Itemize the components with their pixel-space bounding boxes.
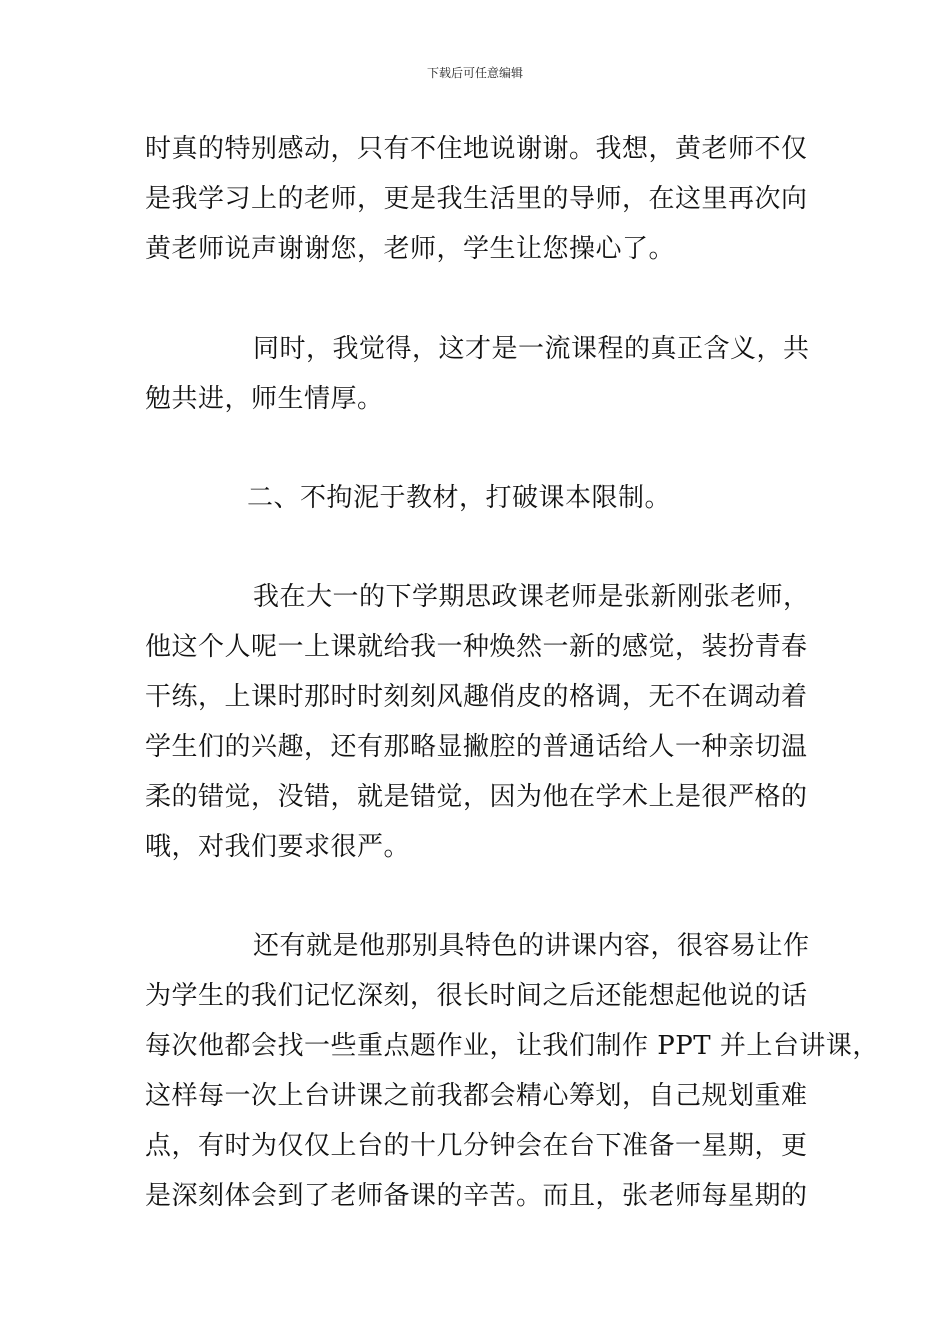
- paragraph-line: 是深刻体会到了老师备课的辛苦。而且，张老师每星期的: [145, 1181, 808, 1211]
- page-header: 下载后可任意编辑: [426, 66, 523, 80]
- paragraph-line: 哦，对我们要求很严。: [145, 832, 411, 862]
- paragraph-line: 学生们的兴趣，还有那略显撇腔的普通话给人一种亲切温: [145, 732, 808, 762]
- paragraph-line: 他这个人呢一上课就给我一种焕然一新的感觉，装扮青春: [145, 632, 808, 662]
- paragraph-line: 同时，我觉得，这才是一流课程的真正含义，共: [253, 334, 810, 364]
- paragraph-line: 黄老师说声谢谢您，老师，学生让您操心了。: [145, 234, 676, 264]
- paragraph-line: 是我学习上的老师，更是我生活里的导师，在这里再次向: [145, 184, 808, 214]
- paragraph-line: 每次他都会找一些重点题作业，让我们制作 PPT 并上台讲课，: [145, 1031, 879, 1061]
- paragraph-line: 这样每一次上台讲课之前我都会精心筹划，自己规划重难: [145, 1081, 808, 1111]
- section-heading-text: 二、不拘泥于教材，打破课本限制。: [247, 483, 672, 513]
- paragraph-line: 点，有时为仅仅上台的十几分钟会在台下准备一星期，更: [145, 1131, 808, 1161]
- paragraph-line: 干练，上课时那时时刻刻风趣俏皮的格调，无不在调动着: [145, 682, 808, 712]
- paragraph-line: 时真的特别感动，只有不住地说谢谢。我想，黄老师不仅: [145, 134, 808, 164]
- paragraph-line: 为学生的我们记忆深刻，很长时间之后还能想起他说的话: [145, 981, 808, 1011]
- paragraph-line: 我在大一的下学期思政课老师是张新刚张老师，: [253, 582, 810, 612]
- paragraph-line: 勉共进，师生情厚。: [145, 384, 384, 414]
- paragraph-line: 还有就是他那别具特色的讲课内容，很容易让作: [253, 931, 810, 961]
- paragraph-line: 柔的错觉，没错，就是错觉，因为他在学术上是很严格的: [145, 782, 808, 812]
